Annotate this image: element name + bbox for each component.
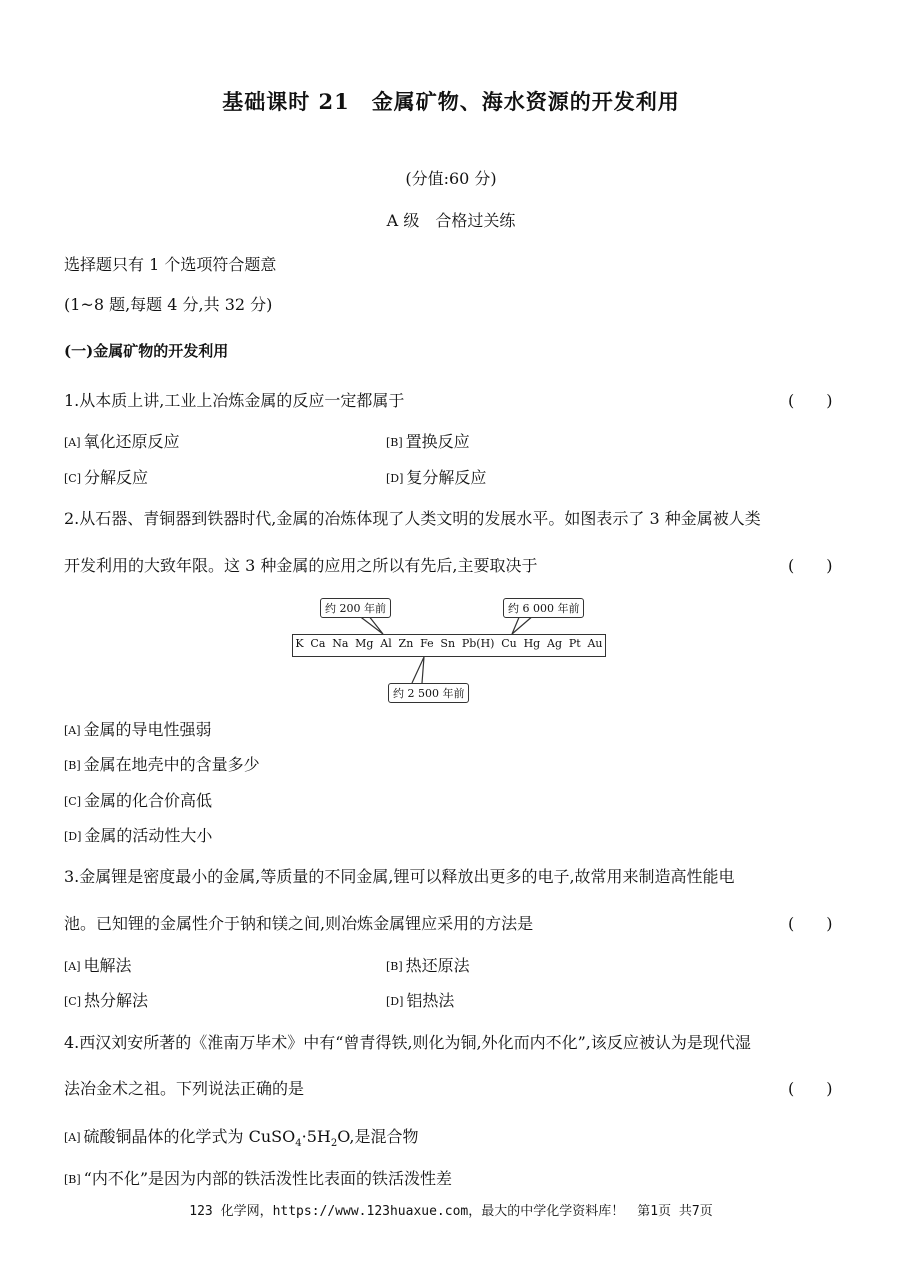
callout-cu: 约 6 000 年前 xyxy=(503,598,584,618)
metal-series xyxy=(292,637,606,650)
q1-option-c: [C] 分解反应 xyxy=(64,468,149,487)
q4-stem-line1: 4.西汉刘安所著的《淮南万毕术》中有“曾青得铁,则化为铜,外化而内不化”,该反应被认为是现代湿 xyxy=(64,1033,751,1052)
instruction-2: (1~8 题,每题 4 分,共 32 分) xyxy=(64,295,273,314)
q3-option-c: [C] 热分解法 xyxy=(64,991,149,1010)
metal-mg: Mg xyxy=(355,637,374,650)
q1-option-a: [A] 氧化还原反应 xyxy=(64,432,180,451)
metal-au: Au xyxy=(587,637,603,650)
metal-k: K xyxy=(295,637,304,650)
q3-stem-line1: 3.金属锂是密度最小的金属,等质量的不同金属,锂可以释放出更多的电子,故常用来制造高性能电 xyxy=(64,867,735,886)
metal-zn: Zn xyxy=(398,637,414,650)
q2-stem-line1: 2.从石器、青铜器到铁器时代,金属的冶炼体现了人类文明的发展水平。如图表示了 3 种金属被人类 xyxy=(64,509,761,528)
instruction-1: 选择题只有 1 个选项符合题意 xyxy=(64,255,277,274)
q4-option-b: [B] “内不化”是因为内部的铁活泼性比表面的铁活泼性差 xyxy=(64,1169,453,1188)
callout-al: 约 200 年前 xyxy=(320,598,391,618)
page-footer: 123 化学网，https://www.123huaxue.com，最大的中学化学资料库！ 第1页 共7页 xyxy=(189,1204,713,1219)
q1-answer-paren: ( ) xyxy=(788,391,833,410)
metal-pt: Pt xyxy=(568,637,581,650)
q2-option-d: [D] 金属的活动性大小 xyxy=(64,826,213,845)
metal-al: Al xyxy=(380,637,392,650)
metal-pb-h: Pb(H) xyxy=(461,637,495,650)
callout-fe: 约 2 500 年前 xyxy=(388,683,469,703)
q4-option-a: [A] 硫酸铜晶体的化学式为 $CuSO_4\cdot 5H_2O$,是混合物 xyxy=(64,1127,419,1150)
section-heading: (一)金属矿物的开发利用 xyxy=(64,342,229,360)
q4-stem-line2: 法冶金术之祖。下列说法正确的是 xyxy=(64,1079,305,1098)
metal-cu: Cu xyxy=(501,637,517,650)
q3-answer-paren: ( ) xyxy=(788,914,833,933)
q2-option-c: [C] 金属的化合价高低 xyxy=(64,791,213,810)
q1-stem: 1.从本质上讲,工业上冶炼金属的反应一定都属于 xyxy=(64,391,405,410)
q1-option-b: [B] 置换反应 xyxy=(386,432,470,451)
metal-hg: Hg xyxy=(523,637,541,650)
score-info: (分值:60 分) xyxy=(405,169,497,188)
q3-option-b: [B] 热还原法 xyxy=(386,956,470,975)
metal-ca: Ca xyxy=(310,637,326,650)
metal-fe: Fe xyxy=(420,637,434,650)
q2-answer-paren: ( ) xyxy=(788,556,833,575)
page-title: 基础课时 21 金属矿物、海水资源的开发利用 xyxy=(222,89,680,114)
metal-ag: Ag xyxy=(547,637,563,650)
q3-stem-line2: 池。已知锂的金属性介于钠和镁之间,则冶炼金属锂应采用的方法是 xyxy=(64,914,534,933)
metal-na: Na xyxy=(332,637,349,650)
q4-answer-paren: ( ) xyxy=(788,1079,833,1098)
level-heading: A 级 合格过关练 xyxy=(386,211,516,230)
q2-option-b: [B] 金属在地壳中的含量多少 xyxy=(64,755,260,774)
q3-option-d: [D] 铝热法 xyxy=(386,991,455,1010)
q2-option-a: [A] 金属的导电性强弱 xyxy=(64,720,212,739)
metal-sn: Sn xyxy=(440,637,456,650)
q2-stem-line2: 开发利用的大致年限。这 3 种金属的应用之所以有先后,主要取决于 xyxy=(64,556,538,575)
q1-option-d: [D] 复分解反应 xyxy=(386,468,487,487)
q3-option-a: [A] 电解法 xyxy=(64,956,132,975)
